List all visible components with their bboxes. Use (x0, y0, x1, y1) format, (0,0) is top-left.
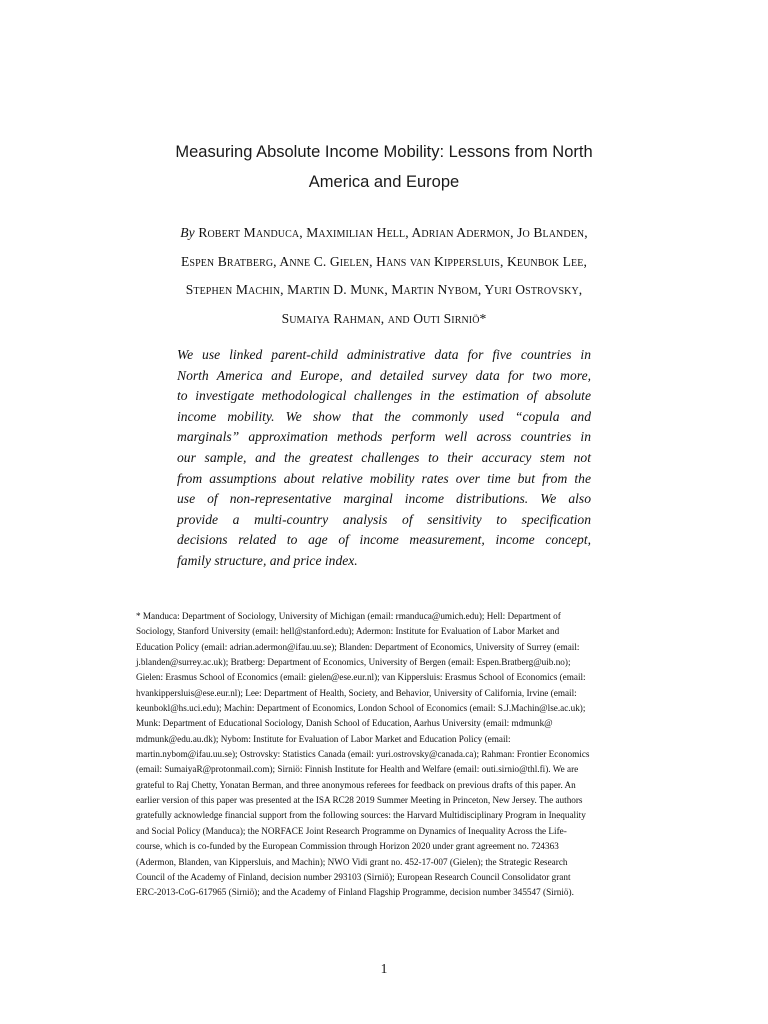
footnote-line: Council of the Academy of Finland, decision number 293103 (Sirniö); European Research Council Consolidator grant (136, 871, 571, 882)
page-number: 1 (380, 961, 388, 976)
footnote-line: ERC-2013-CoG-617965 (Sirniö); and the Academy of Finland Flagship Programme, decision number 345547 (Sirniö). (136, 887, 574, 898)
paper-title (120, 137, 648, 197)
abstract-line: provide a multi-country analysis of sensitivity to specification (177, 511, 591, 527)
abstract (177, 345, 591, 572)
abstract-line: to investigate methodological challenges in the estimation of absolute (177, 388, 591, 404)
footnote-line: Munk: Department of Educational Sociology, Danish School of Education, Aarhus University (email: mdmunk@ (136, 718, 553, 729)
footnote-line: Sociology, Stanford University (email: hell@stanford.edu); Adermon: Institute for Evaluation of Labor Market and (136, 626, 560, 637)
abstract-line: our sample, and the greatest challenges to their accuracy stem not (177, 449, 591, 465)
footnote-line: and Social Policy (Manduca); the NORFACE Joint Research Programme on Dynamics of Inequality Across the Life- (136, 825, 567, 836)
footnote-line: martin.nybom@ifau.uu.se); Ostrovsky: Statistics Canada (email: yuri.ostrovsky@canada.ca); Rahman: Frontier Economics (136, 749, 590, 760)
footnote-line: j.blanden@surrey.ac.uk); Bratberg: Department of Economics, University of Bergen (email: Espen.Bratberg@uib.no); (136, 657, 571, 668)
title-line: America and Europe (308, 173, 460, 191)
author-line: Espen Bratberg, Anne C. Gielen, Hans van Kippersluis, Keunbok Lee, (181, 253, 587, 269)
abstract-line: use of non-representative marginal income distributions. We also (177, 491, 591, 507)
author-list (100, 219, 668, 334)
author-footnote (136, 609, 634, 901)
abstract-line: income mobility. We show that the commonly used “copula and (177, 408, 591, 424)
byline-prefix: By (180, 225, 195, 240)
abstract-line: We use linked parent-child administrative data for five countries in (177, 347, 591, 362)
footnote-line: (Adermon, Blanden, van Kippersluis, and Machin); NWO Vidi grant no. 452-17-007 (Gielen); the Strategic Research (136, 856, 568, 867)
author-line: Stephen Machin, Martin D. Munk, Martin Nybom, Yuri Ostrovsky, (185, 282, 583, 298)
footnote-line: keunbokl@hs.uci.edu); Machin: Department of Economics, London School of Economics (email: S.J.Machin@lse.ac.uk); (136, 703, 586, 714)
abstract-line: from assumptions about relative mobility rates over time but from the (177, 470, 591, 486)
footnote-line: course, which is co-funded by the European Commission through Horizon 2020 under grant agreement no. 724363 (136, 841, 559, 852)
footnote-line: (email: SumaiyaR@protonmail.com); Sirniö: Finnish Institute for Health and Welfare (email: outi.sirnio@thl.fi). We are (136, 764, 579, 775)
author-names: Robert Manduca, Maximilian Hell, Adrian Adermon, Jo Blanden, (198, 225, 588, 240)
footnote-line: * Manduca: Department of Sociology, University of Michigan (email: rmanduca@umich.edu); Hell: Department of (136, 611, 561, 621)
footnote-line: earlier version of this paper was presented at the ISA RC28 2019 Summer Meeting in Princeton, New Jersey. The authors (136, 795, 583, 806)
author-line: Sumaiya Rahman, and Outi Sirniö* (281, 311, 487, 327)
footnote-line: hvankippersluis@ese.eur.nl); Lee: Department of Health, Society, and Behavior, University of California, Irvine (email: (136, 687, 577, 698)
title-line: Measuring Absolute Income Mobility: Lessons from North (175, 143, 593, 161)
footnote-line: Education Policy (email: adrian.adermon@ifau.uu.se); Blanden: Department of Economics, University of Surrey (email: (136, 641, 580, 652)
footnote-line: Gielen: Erasmus School of Economics (email: gielen@ese.eur.nl); van Kippersluis: Erasmus School of Economics (email: (136, 672, 586, 683)
abstract-line: decisions related to age of income measurement, income concept, (177, 532, 591, 548)
author-line (100, 219, 668, 248)
abstract-line: marginals” approximation methods perform well across countries in (177, 429, 591, 445)
footnote-line: grateful to Raj Chetty, Yonatan Berman, and three anonymous referees for feedback on previous drafts of this paper. An (136, 779, 576, 790)
abstract-line: family structure, and price index. (177, 552, 358, 568)
footnote-line: mdmunk@edu.au.dk); Nybom: Institute for Evaluation of Labor Market and Education Policy (email: (136, 733, 511, 744)
abstract-line: North America and Europe, and detailed survey data for two more, (177, 367, 591, 383)
footnote-line: gratefully acknowledge financial support from the following sources: the Harvard Multidisciplinary Program in Inequality (136, 810, 586, 821)
